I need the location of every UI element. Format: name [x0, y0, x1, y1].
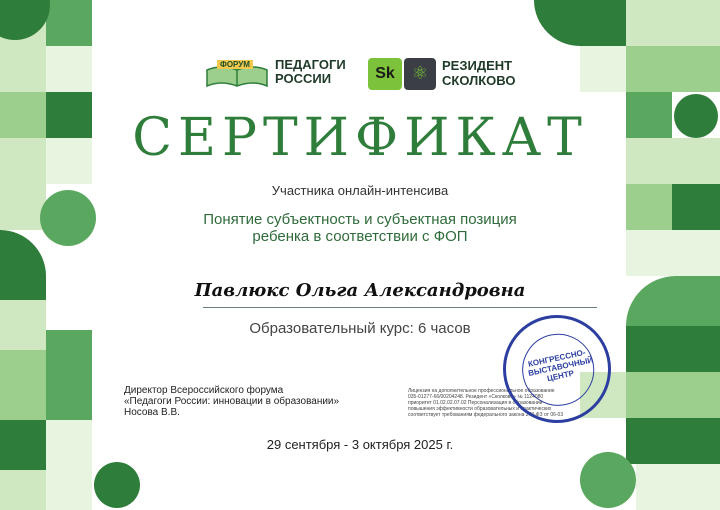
- forum-name-line2: РОССИИ: [275, 71, 332, 86]
- director-signature-block: [124, 385, 394, 418]
- stamp-text: КОНГРЕССНО- ВЫСТАВОЧНЫЙ ЦЕНТР: [527, 347, 594, 384]
- director-line-3: Носова В.В.: [124, 407, 180, 418]
- certificate-subtitle: Участника онлайн-интенсива: [271, 183, 449, 198]
- course-hours: Образовательный курс: 6 часов: [249, 320, 471, 337]
- sk-mark: Sk: [368, 58, 402, 90]
- pedagogi-rossii-logo: [203, 58, 353, 92]
- event-dates: 29 сентября - 3 октября 2025 г.: [266, 437, 454, 452]
- license-line-2: 035-01277-66/00204248. Резидент «Сколково» № 1124080: [408, 394, 544, 400]
- topic-line-2: ребенка в соответствии с ФОП: [252, 228, 468, 245]
- forum-name: [275, 58, 346, 86]
- skolkovo-resident-logo: [368, 58, 528, 92]
- name-underline: [203, 307, 597, 308]
- license-line-1: Лицензия на дополнительное профессиональное образование: [408, 388, 555, 394]
- license-line-3: приоритет 01.02.02.07.02 Персонализация в образовании: [408, 400, 543, 406]
- license-line-4: повышения эффективности образовательных и практических: [408, 406, 552, 412]
- certificate-title: СЕРТИФИКАТ: [132, 108, 588, 168]
- resident-name-line2: СКОЛКОВО: [442, 73, 516, 88]
- director-line-1: Директор Всероссийского форума: [124, 385, 284, 396]
- topic-line-1: Понятие субъектность и субъектная позиция: [203, 211, 517, 228]
- intensive-topic: [0, 211, 720, 245]
- director-line-2: «Педагоги России: инновации в образовании»: [124, 396, 340, 407]
- atom-icon: ⚛: [404, 58, 436, 90]
- resident-name: [442, 58, 515, 88]
- forum-badge: ФОРУМ: [217, 60, 253, 69]
- forum-name-line1: ПЕДАГОГИ: [275, 57, 346, 72]
- license-line-5: соответствует требованиям федерального закона 273-ФЗ от 06-03: [408, 412, 564, 418]
- resident-name-line1: РЕЗИДЕНТ: [442, 58, 513, 73]
- recipient-name: Павлюкс Ольга Александровна: [194, 280, 526, 301]
- logos-row: [0, 56, 720, 96]
